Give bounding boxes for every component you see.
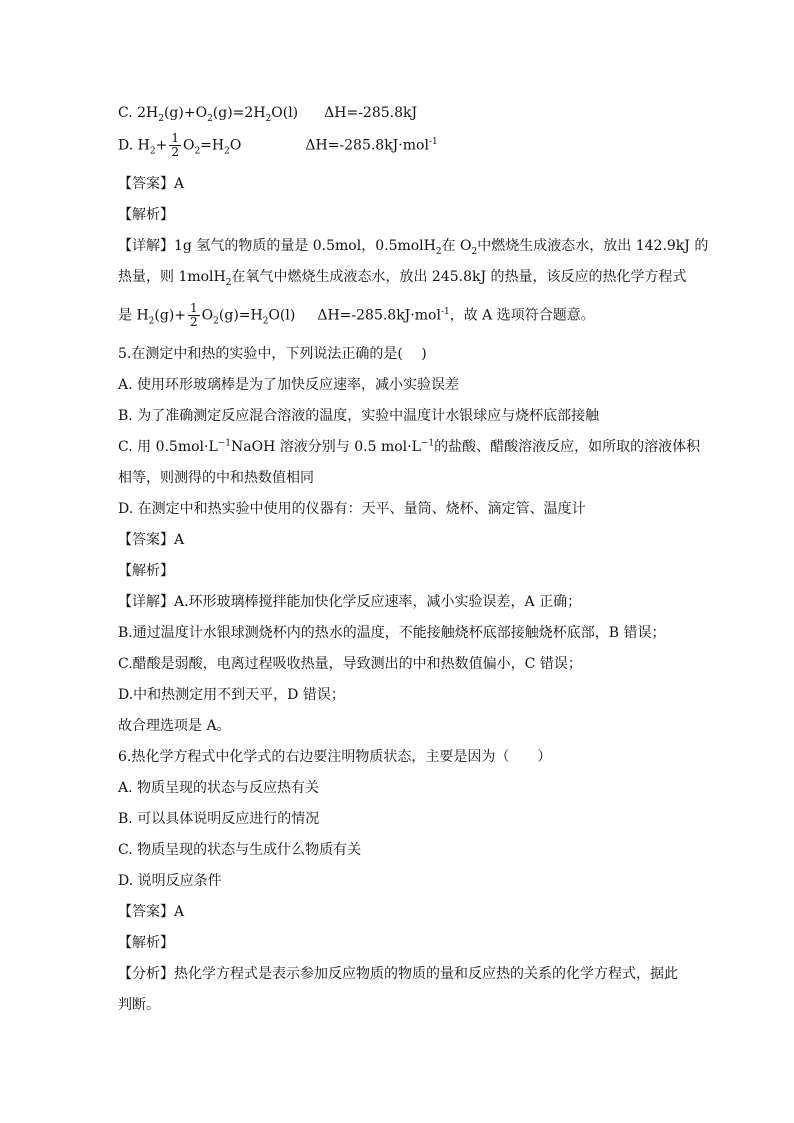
text: NaOH 溶液分别与 0.5 mol·L	[231, 439, 421, 455]
text: 的盐酸、醋酸溶液反应，如所取的溶液体积	[434, 439, 701, 455]
question-5-option-d: D. 在测定中和热实验中使用的仪器有：天平、量筒、烧杯、滴定管、温度计	[118, 501, 586, 517]
text: O	[182, 137, 195, 154]
subscript: 2	[213, 316, 219, 327]
question-6: 6.热化学方程式中化学式的右边要注明物质状态，主要是因为（ ）	[118, 749, 552, 765]
text: (g)+O	[163, 105, 208, 121]
text: C. 2H	[118, 105, 159, 121]
fraction	[169, 132, 181, 159]
detail-line	[118, 268, 687, 286]
subscript: 2	[224, 146, 230, 157]
text: O(l)	[271, 105, 299, 121]
question-6-option-d: D. 说明反应条件	[118, 873, 222, 889]
superscript: -1	[428, 136, 438, 147]
text: 【详解】1g 氢气的物质的量是 0.5mol，0.5molH	[118, 238, 436, 254]
subscript: 2	[262, 316, 269, 327]
numerator: 1	[171, 131, 179, 145]
text: +	[155, 137, 168, 154]
superscript: −1	[420, 438, 435, 449]
text: (g)=H	[218, 307, 263, 324]
detail-line: 判断。	[118, 997, 160, 1013]
text: 在 O	[441, 238, 472, 254]
subscript: 2	[194, 146, 201, 157]
subscript: 2	[158, 113, 164, 124]
subscript: 2	[148, 316, 155, 327]
detail-line: 故合理选项是 A。	[118, 718, 231, 734]
answer-label: 【答案】A	[118, 904, 185, 920]
option-c	[118, 104, 417, 122]
question-6-option-c: C. 物质呈现的状态与生成什么物质有关	[118, 842, 362, 858]
option-d	[118, 132, 438, 159]
question-5-option-a: A. 使用环形玻璃棒是为了加快反应速率，减小实验误差	[118, 377, 460, 393]
question-5: 5.在测定中和热的实验中，下列说法正确的是( )	[118, 346, 427, 362]
analysis-label: 【解析】	[118, 563, 174, 579]
subscript: 2	[435, 246, 442, 257]
subscript: 2	[207, 113, 213, 124]
superscript: −1	[217, 438, 232, 449]
detail-line: 【分析】热化学方程式是表示参加反应物质的物质的量和反应热的关系的化学方程式，据此	[118, 966, 678, 982]
numerator: 1	[190, 301, 198, 315]
delta-h: ΔH=-285.8kJ	[324, 105, 418, 121]
text: 热量，则 1molH	[118, 269, 226, 285]
question-6-option-b: B. 可以具体说明反应进行的情况	[118, 811, 320, 827]
analysis-label: 【解析】	[118, 935, 174, 951]
detail-line: B.通过温度计水银球测烧杯内的热水的温度，不能接触烧杯底部接触烧杯底部，B 错误；	[118, 625, 666, 641]
answer-label: 【答案】A	[118, 176, 185, 192]
detail-line	[118, 302, 595, 329]
question-5-option-c	[118, 438, 700, 456]
subscript: 2	[225, 277, 232, 288]
text: (g)=2H	[212, 105, 266, 121]
delta-h: ΔH=-285.8kJ·mol	[305, 137, 429, 154]
subscript: 2	[149, 146, 156, 157]
text: D. H	[118, 137, 150, 154]
denominator: 2	[171, 145, 179, 159]
text: ，故 A 选项符合题意。	[449, 307, 595, 324]
question-6-option-a: A. 物质呈现的状态与反应热有关	[118, 780, 320, 796]
delta-h: ΔH=-285.8kJ·mol	[317, 307, 441, 324]
question-5-option-b: B. 为了准确测定反应混合溶液的温度，实验中温度计水银球应与烧杯底部接触	[118, 408, 600, 424]
question-5-option-c-cont: 相等，则测得的中和热数值相同	[118, 470, 314, 486]
text: O(l)	[268, 307, 296, 324]
detail-line: 【详解】A.环形玻璃棒搅拌能加快化学反应速率，减小实验误差，A 正确；	[118, 594, 582, 610]
subscript: 2	[265, 113, 272, 124]
text: C. 用 0.5mol·L	[118, 439, 218, 455]
subscript: 2	[471, 246, 478, 257]
detail-line: D.中和热测定用不到天平，D 错误；	[118, 687, 345, 703]
text: =H	[200, 137, 225, 154]
fraction	[188, 302, 200, 329]
denominator: 2	[190, 315, 198, 329]
text: 在氧气中燃烧生成液态水，放出 245.8kJ 的热量，该反应的热化学方程式	[231, 269, 687, 285]
text: O	[201, 307, 214, 324]
text: (g)+	[154, 307, 187, 324]
text: O	[229, 137, 242, 154]
text: 中燃烧生成液态水，放出 142.9kJ 的	[477, 238, 709, 254]
detail-line: C.醋酸是弱酸，电离过程吸收热量，导致测出的中和热数值偏小，C 错误；	[118, 656, 582, 672]
analysis-label: 【解析】	[118, 207, 174, 223]
detail-line	[118, 237, 708, 255]
answer-label: 【答案】A	[118, 532, 185, 548]
text: 是 H	[118, 307, 149, 324]
superscript: -1	[440, 306, 450, 317]
